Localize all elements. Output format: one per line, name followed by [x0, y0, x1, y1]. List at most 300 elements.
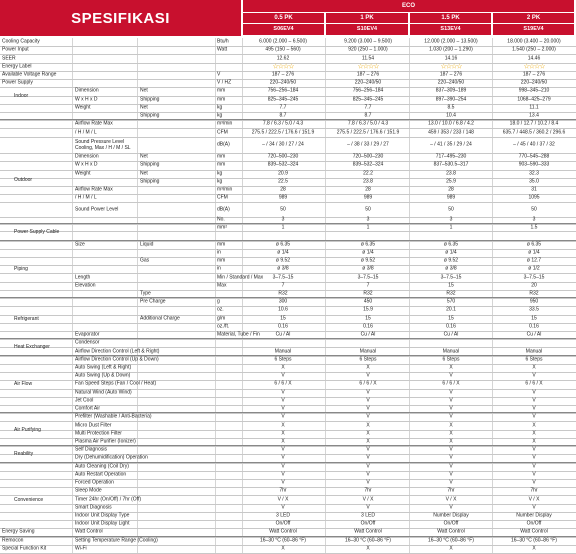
value-cell: V / X — [528, 496, 540, 503]
value-cell: X — [449, 545, 453, 552]
value-cell: X — [449, 430, 453, 437]
value-cell: 220–240/50 — [520, 79, 548, 86]
value-cell: V — [449, 372, 453, 379]
value-cell: Watt Control — [520, 528, 548, 535]
value-cell: 837–530.5–317 — [433, 161, 469, 168]
label-cell: Shipping — [140, 96, 160, 103]
label-cell: SEER — [2, 55, 16, 62]
value-cell: ø 9.52 — [443, 257, 459, 264]
value-cell: 7.8 / 6.3 / 5.0 / 4.3 — [262, 120, 304, 127]
unit-cell: kg — [217, 170, 223, 177]
value-cell: V — [366, 463, 370, 470]
value-cell: 23.8 — [363, 178, 373, 185]
pk-header: 1 PK — [326, 13, 408, 23]
value-cell: 13.4 — [529, 112, 539, 119]
value-cell: R32 — [363, 290, 373, 297]
value-cell: X — [532, 430, 536, 437]
label-cell: Airflow Rate Max — [75, 186, 113, 193]
section-divider — [0, 223, 576, 224]
value-cell: 450 — [363, 298, 373, 305]
section-label: Air Flow — [14, 381, 33, 388]
value-cell: 20.1 — [446, 306, 456, 313]
value-cell: 50 — [448, 206, 454, 213]
value-cell: 3 — [281, 216, 285, 223]
label-cell: Timer 24hr (On/Off) / 7hr (Off) — [75, 496, 142, 503]
value-cell: X — [281, 430, 285, 437]
value-cell: 7.7 — [364, 104, 372, 111]
label-cell: Net — [140, 153, 148, 160]
value-cell: V — [449, 397, 453, 404]
value-cell: ☆☆☆☆ — [272, 63, 294, 71]
model-header: S13EV4 — [410, 24, 491, 35]
value-cell: X — [366, 545, 370, 552]
section-divider — [0, 355, 576, 356]
value-cell: V — [366, 389, 370, 396]
value-cell: 0.16 — [278, 323, 288, 330]
value-cell: 6 / 6 / X — [359, 380, 377, 387]
label-cell: Net — [140, 87, 148, 94]
value-cell: 14.16 — [444, 55, 458, 62]
label-cell: Liquid — [140, 241, 154, 248]
value-cell: V — [281, 372, 285, 379]
value-cell: 10.4 — [446, 112, 456, 119]
unit-cell: CFM — [217, 129, 228, 136]
value-cell: ø 12.7 — [526, 257, 542, 264]
label-cell: Length — [75, 274, 91, 280]
value-cell: 825–345–245 — [352, 96, 384, 103]
pk-header: 2 PK — [493, 13, 574, 23]
value-cell: 15 — [531, 315, 537, 322]
value-cell: V — [532, 454, 536, 461]
value-cell: V — [449, 479, 453, 486]
label-cell: Airflow Direction Control (Left & Right) — [75, 348, 160, 355]
section-label: Power Supply Cable — [14, 229, 60, 236]
value-cell: R32 — [446, 290, 456, 297]
value-cell: 756–256–184 — [267, 87, 299, 94]
value-cell: 0.16 — [529, 323, 539, 330]
value-cell: 220–240/50 — [437, 79, 465, 86]
unit-cell: m³/min — [217, 186, 233, 193]
value-cell: 837–309–189 — [435, 87, 467, 94]
label-cell: Net — [140, 104, 148, 111]
value-cell: 1.5 — [530, 224, 538, 231]
value-cell: On/Off — [526, 520, 542, 527]
label-cell: Energy Label — [2, 63, 32, 70]
value-cell: 8.5 — [447, 104, 455, 111]
value-cell: V / X — [445, 496, 457, 503]
value-cell: 1.540 (250 – 2.000) — [512, 46, 556, 53]
value-cell: V — [449, 463, 453, 470]
label-cell: Multi Protection Filter — [75, 430, 122, 437]
value-cell: V / X — [277, 496, 289, 503]
value-cell: V — [366, 479, 370, 486]
value-cell: 1 — [366, 224, 370, 231]
value-cell: V — [366, 413, 370, 420]
value-cell: V — [449, 405, 453, 412]
value-cell: 28 — [280, 186, 286, 193]
label-cell: Power Supply — [2, 79, 33, 86]
label-cell: Net — [140, 170, 148, 177]
label-cell: Energy Saving — [2, 528, 35, 535]
value-cell: 20.9 — [278, 170, 288, 177]
value-cell: 14.46 — [527, 55, 541, 62]
label-cell: Comfort Air — [75, 405, 101, 412]
label-cell: / H / M / L — [75, 129, 97, 136]
value-cell: ø 6.35 — [360, 241, 376, 248]
value-cell: 720–500–230 — [267, 153, 299, 160]
value-cell: X — [532, 422, 536, 429]
pk-header: 0.5 PK — [243, 13, 324, 23]
value-cell: 275.5 / 222.5 / 176.6 / 151.9 — [336, 129, 400, 136]
value-cell: V — [532, 504, 536, 511]
value-cell: 50 — [531, 206, 537, 213]
value-cell: 18.000 (3.400 – 20.000) — [507, 38, 561, 45]
value-cell: ø 1/4 — [277, 249, 289, 256]
value-cell: 720–500–230 — [352, 153, 384, 160]
model-header: S10EV4 — [326, 24, 408, 35]
value-cell: Cu / Al — [443, 331, 459, 338]
value-cell: V — [449, 446, 453, 453]
value-cell: 16–30 °C (60–86 °F) — [428, 537, 474, 544]
value-cell: 11.54 — [361, 55, 375, 62]
label-cell: Available Voltage Range — [2, 71, 57, 78]
section-divider — [0, 445, 576, 446]
value-cell: 717–495–230 — [435, 153, 467, 160]
value-cell: V — [532, 405, 536, 412]
value-cell: – / 38 / 33 / 29 / 27 — [347, 141, 389, 148]
value-cell: 15 — [448, 315, 454, 322]
value-cell: 0.16 — [363, 323, 373, 330]
unit-cell: mm — [217, 96, 226, 103]
label-cell: Forced Operation — [75, 479, 114, 486]
value-cell: 1.030 (200 – 1.290) — [429, 46, 473, 53]
label-cell: Special Function Kit — [2, 545, 47, 552]
label-cell: Auto Swing (Left & Right) — [75, 364, 132, 371]
value-cell: V — [449, 454, 453, 461]
value-cell: 1 — [281, 224, 285, 231]
value-cell: 16–30 °C (60–86 °F) — [260, 537, 306, 544]
label-cell: Pre Charge — [140, 298, 166, 305]
unit-cell: g/m — [217, 315, 226, 322]
eco-header: ECO — [243, 0, 574, 12]
value-cell: 35.0 — [529, 178, 539, 185]
value-cell: 756–256–184 — [352, 87, 384, 94]
label-cell: W x H x D — [75, 161, 98, 168]
value-cell: 989 — [278, 194, 288, 201]
unit-cell: m³/min — [217, 120, 233, 127]
label-cell: Dimension — [75, 153, 99, 160]
section-label: Piping — [14, 266, 28, 273]
value-cell: Number Display — [433, 512, 469, 519]
value-cell: 3 — [366, 216, 370, 223]
value-cell: V / X — [362, 496, 374, 503]
value-cell: 31 — [531, 186, 537, 193]
value-cell: ☆☆☆☆ — [523, 63, 545, 71]
value-cell: X — [532, 438, 536, 445]
value-cell: ø 6.35 — [275, 241, 291, 248]
label-cell: Sound Pressure Level Cooling, Max / H / M / SL — [75, 138, 131, 151]
value-cell: V — [366, 446, 370, 453]
value-cell: ø 9.52 — [275, 257, 291, 264]
unit-cell: mm — [217, 87, 226, 94]
value-cell: V — [532, 372, 536, 379]
model-header: S06EV4 — [243, 24, 324, 35]
value-cell: X — [449, 364, 453, 371]
value-cell: ø 3/8 — [362, 265, 374, 272]
value-cell: 7 — [366, 282, 370, 289]
value-cell: 998–345–210 — [518, 87, 550, 94]
label-cell: / H / M / L — [75, 194, 97, 201]
value-cell: 7hr — [447, 487, 455, 494]
value-cell: ø 3/8 — [445, 265, 457, 272]
unit-cell: dB(A) — [217, 141, 230, 148]
value-cell: 187 – 276 — [439, 71, 463, 78]
label-cell: Dry (Dehumidification) Operation — [75, 454, 148, 461]
value-cell: 16–30 °C (60–86 °F) — [345, 537, 391, 544]
value-cell: V — [281, 405, 285, 412]
value-cell: X — [449, 422, 453, 429]
section-divider — [0, 412, 576, 413]
section-label: Convenience — [14, 496, 44, 503]
value-cell: 187 – 276 — [271, 71, 295, 78]
value-cell: 989 — [363, 194, 373, 201]
value-cell: 495 (150 – 560) — [265, 46, 301, 53]
label-cell: Size — [75, 241, 85, 248]
unit-cell: Min / Standard / Max — [217, 274, 264, 280]
label-cell: W x H x D — [75, 96, 98, 103]
label-cell: Gas — [140, 257, 150, 264]
value-cell: 6 / 6 / X — [442, 380, 460, 387]
value-cell: 33.5 — [529, 306, 539, 313]
value-cell: 6 Steps — [359, 356, 377, 363]
value-cell: 635.7 / 448.5 / 360.2 / 296.6 — [502, 129, 566, 136]
value-cell: V — [281, 454, 285, 461]
value-cell: 8.7 — [279, 112, 287, 119]
value-cell: 1095 — [528, 194, 540, 201]
unit-cell: kg — [217, 112, 223, 119]
value-cell: X — [281, 364, 285, 371]
section-label: Air Purifying — [14, 426, 41, 433]
value-cell: Manual — [442, 348, 460, 355]
value-cell: 220–240/50 — [269, 79, 297, 86]
value-cell: X — [449, 438, 453, 445]
unit-cell: kg — [217, 178, 223, 185]
value-cell: X — [281, 545, 285, 552]
value-cell: V — [281, 446, 285, 453]
value-cell: V — [366, 397, 370, 404]
label-cell: Sleep Mode — [75, 487, 102, 494]
value-cell: 897–390–254 — [435, 96, 467, 103]
section-label: Heat Exchanger — [14, 344, 50, 351]
unit-cell: oz./ft. — [217, 323, 230, 330]
value-cell: V — [281, 397, 285, 404]
unit-cell: Watt — [217, 46, 228, 53]
value-cell: V — [366, 405, 370, 412]
unit-cell: in — [217, 265, 221, 272]
value-cell: Watt Control — [354, 528, 382, 535]
label-cell: Condensor — [75, 339, 100, 346]
unit-cell: g — [217, 298, 220, 305]
unit-cell: in — [217, 249, 221, 256]
value-cell: 3–7.5–15 — [523, 274, 545, 280]
value-cell: 220–240/50 — [354, 79, 382, 86]
section-divider — [0, 119, 576, 120]
value-cell: 13.0 / 10.0 / 6.8 / 4.2 — [428, 120, 474, 127]
label-cell: Remocon — [2, 537, 24, 544]
value-cell: 15 — [365, 315, 371, 322]
value-cell: Cu / Al — [526, 331, 542, 338]
table-row — [0, 137, 576, 154]
value-cell: ø 1/2 — [528, 265, 540, 272]
value-cell: V — [532, 479, 536, 486]
value-cell: 12.62 — [276, 55, 290, 62]
value-cell: V — [366, 454, 370, 461]
value-cell: 459 / 353 / 233 / 148 — [428, 129, 474, 136]
label-cell: Sound Power Level — [75, 206, 119, 213]
value-cell: X — [532, 364, 536, 371]
unit-cell: kg — [217, 104, 223, 111]
label-cell: Weight — [75, 170, 91, 177]
value-cell: 950 — [529, 298, 539, 305]
value-cell: 770–545–288 — [518, 153, 550, 160]
value-cell: X — [281, 438, 285, 445]
unit-cell: oz. — [217, 306, 224, 313]
value-cell: 3 LED — [276, 512, 290, 519]
label-cell: Setting Temperature Range (Cooling) — [75, 537, 158, 544]
value-cell: Cu / Al — [360, 331, 376, 338]
label-cell: Indoor Unit Display Light — [75, 520, 130, 527]
value-cell: 28 — [365, 186, 371, 193]
value-cell: Number Display — [516, 512, 552, 519]
unit-cell: mm — [217, 257, 226, 264]
value-cell: 25.9 — [446, 178, 456, 185]
section-label: Indoor — [14, 92, 29, 99]
label-cell: Elevation — [75, 282, 96, 289]
value-cell: X — [532, 545, 536, 552]
value-cell: 6 Steps — [442, 356, 460, 363]
value-cell: V — [532, 463, 536, 470]
unit-cell: mm — [217, 153, 226, 160]
value-cell: 7.8 / 6.3 / 5.0 / 4.3 — [347, 120, 389, 127]
value-cell: 12.000 (2.000 – 13.500) — [424, 38, 478, 45]
value-cell: 6.000 (2.000 – 6.500) — [259, 38, 307, 45]
value-cell: 22.2 — [363, 170, 373, 177]
unit-cell: mm — [217, 161, 226, 168]
label-cell: Auto Restart Operation — [75, 471, 127, 478]
label-cell: Cooling Capacity — [2, 38, 40, 45]
value-cell: V — [449, 504, 453, 511]
value-cell: 839–532–324 — [352, 161, 384, 168]
value-cell: X — [366, 430, 370, 437]
label-cell: Micro Dust Filter — [75, 422, 112, 429]
unit-cell: No. — [217, 216, 225, 223]
value-cell: 3–7.5–15 — [440, 274, 462, 280]
value-cell: 7.7 — [279, 104, 287, 111]
section-label: Refrigerant — [14, 315, 39, 322]
table-row — [0, 202, 576, 217]
value-cell: ☆☆☆☆ — [357, 63, 379, 71]
label-cell: Shipping — [140, 178, 160, 185]
value-cell: V — [366, 471, 370, 478]
label-cell: Shipping — [140, 112, 160, 119]
value-cell: – / 34 / 30 / 27 / 24 — [262, 141, 304, 148]
value-cell: R32 — [278, 290, 288, 297]
value-cell: – / 45 / 40 / 37 / 32 — [513, 141, 555, 148]
value-cell: On/Off — [360, 520, 376, 527]
value-cell: 3–7.5–15 — [357, 274, 379, 280]
value-cell: 7hr — [279, 487, 287, 494]
value-cell: 187 – 276 — [522, 71, 546, 78]
value-cell: – / 41 / 35 / 29 / 24 — [430, 141, 472, 148]
value-cell: 187 – 276 — [356, 71, 380, 78]
section-divider — [0, 297, 576, 298]
label-cell: Evaporator — [75, 331, 100, 338]
value-cell: X — [366, 438, 370, 445]
section-divider — [0, 536, 576, 537]
value-cell: 275.5 / 222.5 / 176.6 / 151.9 — [251, 129, 315, 136]
label-cell: Auto Cleaning (Coil Dry) — [75, 463, 129, 470]
model-header: S19EV4 — [493, 24, 574, 35]
label-cell: Shipping — [140, 161, 160, 168]
value-cell: ø 1/4 — [445, 249, 457, 256]
section-divider — [0, 240, 576, 241]
value-cell: Manual — [274, 348, 292, 355]
value-cell: V — [281, 413, 285, 420]
value-cell: ø 6.35 — [526, 241, 542, 248]
label-cell: Plasma Air Purifier (Ionizer) — [75, 438, 136, 445]
section-divider — [0, 462, 576, 463]
section-divider — [0, 338, 576, 339]
label-cell: Fan Speed Steps (Fan / Cool / Heat) — [75, 380, 157, 387]
label-cell: Indoor Unit Display Type — [75, 512, 130, 519]
value-cell: V — [281, 463, 285, 470]
value-cell: 7hr — [364, 487, 372, 494]
value-cell: V — [449, 471, 453, 478]
label-cell: Dimension — [75, 87, 99, 94]
value-cell: V — [366, 504, 370, 511]
value-cell: R32 — [529, 290, 539, 297]
value-cell: V — [532, 397, 536, 404]
label-cell: Prefilter (Washable / Anti-Bacteria) — [75, 413, 152, 420]
value-cell: Watt Control — [269, 528, 297, 535]
value-cell: 7 — [281, 282, 285, 289]
unit-cell: V — [217, 71, 221, 78]
value-cell: V — [532, 471, 536, 478]
label-cell: Airflow Direction Control (Up & Down) — [75, 356, 159, 363]
value-cell: 825–345–245 — [267, 96, 299, 103]
value-cell: V — [281, 389, 285, 396]
unit-cell: CFM — [217, 194, 228, 201]
label-cell: Power Input — [2, 46, 29, 53]
value-cell: 22.5 — [278, 178, 288, 185]
value-cell: 50 — [365, 206, 371, 213]
value-cell: 6 Steps — [274, 356, 292, 363]
value-cell: 0.16 — [446, 323, 456, 330]
value-cell: Manual — [359, 348, 377, 355]
unit-cell: V / HZ — [217, 79, 232, 86]
value-cell: On/Off — [275, 520, 291, 527]
value-cell: 10.6 — [278, 306, 288, 313]
label-cell: Auto Swing (Up & Down) — [75, 372, 131, 379]
section-label: Outdoor — [14, 177, 33, 184]
unit-cell: dB(A) — [217, 206, 230, 213]
value-cell: 3 — [449, 216, 453, 223]
value-cell: 32.3 — [529, 170, 539, 177]
value-cell: V — [281, 479, 285, 486]
value-cell: V — [532, 446, 536, 453]
value-cell: ø 1/4 — [362, 249, 374, 256]
value-cell: X — [281, 422, 285, 429]
